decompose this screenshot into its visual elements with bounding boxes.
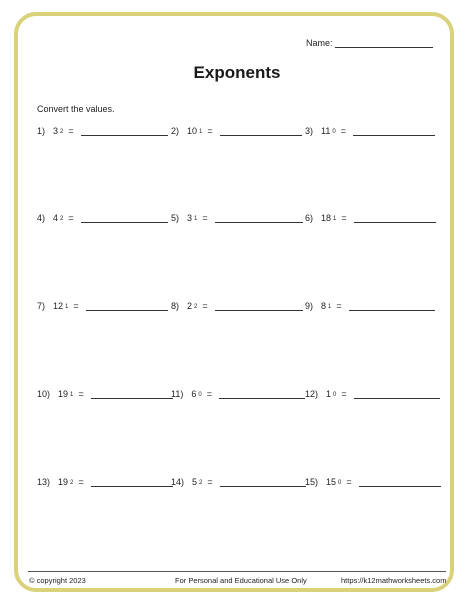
equals-sign: = — [207, 477, 213, 487]
footer-divider — [28, 571, 446, 572]
answer-line[interactable] — [220, 476, 306, 487]
problem-base: 19 — [58, 389, 69, 399]
problem-10 — [37, 385, 173, 399]
problem-base: 2 — [187, 301, 193, 311]
problem-exponent: 1 — [333, 216, 337, 222]
problem-number: 11) — [171, 389, 184, 399]
answer-line[interactable] — [215, 212, 303, 223]
problem-base: 6 — [191, 389, 197, 399]
problem-base: 19 — [58, 477, 69, 487]
problem-exponent: 2 — [60, 216, 64, 222]
problem-number: 12) — [305, 389, 319, 399]
name-field — [306, 37, 433, 48]
equals-sign: = — [68, 126, 74, 136]
problem-number: 10) — [37, 389, 51, 399]
problem-base: 3 — [187, 213, 193, 223]
problem-number: 5) — [171, 213, 180, 223]
answer-line[interactable] — [215, 300, 303, 311]
equals-sign: = — [341, 213, 347, 223]
problem-number: 7) — [37, 301, 46, 311]
answer-line[interactable] — [359, 476, 441, 487]
page-title: Exponents — [193, 63, 281, 82]
equals-sign: = — [346, 477, 352, 487]
answer-line[interactable] — [354, 388, 440, 399]
problem-exponent: 2 — [70, 480, 74, 486]
equals-sign: = — [73, 301, 79, 311]
problem-9 — [305, 297, 435, 311]
instructions: Convert the values. — [37, 104, 115, 114]
problem-12 — [305, 385, 440, 399]
problem-base: 1 — [326, 389, 332, 399]
problem-base: 10 — [187, 126, 198, 136]
answer-line[interactable] — [91, 476, 173, 487]
problem-exponent: 0 — [198, 392, 202, 398]
problem-number: 13) — [37, 477, 51, 487]
equals-sign: = — [78, 389, 84, 399]
problem-exponent: 1 — [65, 304, 69, 310]
equals-sign: = — [341, 389, 347, 399]
equals-sign: = — [340, 126, 346, 136]
problem-3 — [305, 122, 435, 136]
problem-4 — [37, 209, 168, 223]
equals-sign: = — [78, 477, 84, 487]
answer-line[interactable] — [353, 125, 435, 136]
problem-exponent: 2 — [60, 129, 64, 135]
problem-5 — [171, 209, 303, 223]
problem-base: 3 — [53, 126, 59, 136]
problem-number: 15) — [305, 477, 319, 487]
problem-number: 3) — [305, 126, 314, 136]
equals-sign: = — [336, 301, 342, 311]
problem-2 — [171, 122, 302, 136]
problem-base: 15 — [326, 477, 337, 487]
problem-base: 8 — [321, 301, 327, 311]
problem-13 — [37, 473, 173, 487]
answer-line[interactable] — [91, 388, 173, 399]
problem-1 — [37, 122, 168, 136]
problem-base: 18 — [321, 213, 332, 223]
problem-8 — [171, 297, 303, 311]
problem-14 — [171, 473, 306, 487]
problem-exponent: 1 — [328, 304, 332, 310]
equals-sign: = — [202, 213, 208, 223]
problem-number: 2) — [171, 126, 180, 136]
problem-exponent: 1 — [70, 392, 74, 398]
problem-base: 11 — [321, 126, 331, 136]
problem-number: 1) — [37, 126, 46, 136]
problem-exponent: 0 — [332, 129, 336, 135]
answer-line[interactable] — [81, 125, 168, 136]
problem-exponent: 0 — [338, 480, 342, 486]
equals-sign: = — [207, 126, 213, 136]
problem-number: 6) — [305, 213, 314, 223]
problem-7 — [37, 297, 168, 311]
answer-line[interactable] — [354, 212, 436, 223]
answer-line[interactable] — [81, 212, 168, 223]
answer-line[interactable] — [220, 125, 302, 136]
problem-6 — [305, 209, 436, 223]
problem-exponent: 2 — [194, 304, 198, 310]
problem-number: 14) — [171, 477, 185, 487]
problem-number: 8) — [171, 301, 180, 311]
problem-15 — [305, 473, 441, 487]
equals-sign: = — [68, 213, 74, 223]
problem-base: 12 — [53, 301, 64, 311]
problem-exponent: 2 — [199, 480, 203, 486]
problem-base: 5 — [192, 477, 198, 487]
footer-usage-note: For Personal and Educational Use Only — [175, 576, 307, 585]
problem-exponent: 1 — [194, 216, 198, 222]
answer-line[interactable] — [349, 300, 435, 311]
problem-exponent: 1 — [199, 129, 203, 135]
problem-base: 4 — [53, 213, 59, 223]
equals-sign: = — [202, 301, 208, 311]
problem-11 — [171, 385, 305, 399]
problem-number: 9) — [305, 301, 314, 311]
footer-website-link[interactable]: https://k12mathworksheets.com — [341, 576, 447, 585]
name-label: Name: — [306, 38, 333, 48]
answer-line[interactable] — [219, 388, 305, 399]
equals-sign: = — [206, 389, 212, 399]
name-input-line[interactable] — [335, 37, 433, 48]
answer-line[interactable] — [86, 300, 168, 311]
problem-exponent: 0 — [333, 392, 337, 398]
problem-number: 4) — [37, 213, 46, 223]
footer-copyright: © copyright 2023 — [29, 576, 86, 585]
